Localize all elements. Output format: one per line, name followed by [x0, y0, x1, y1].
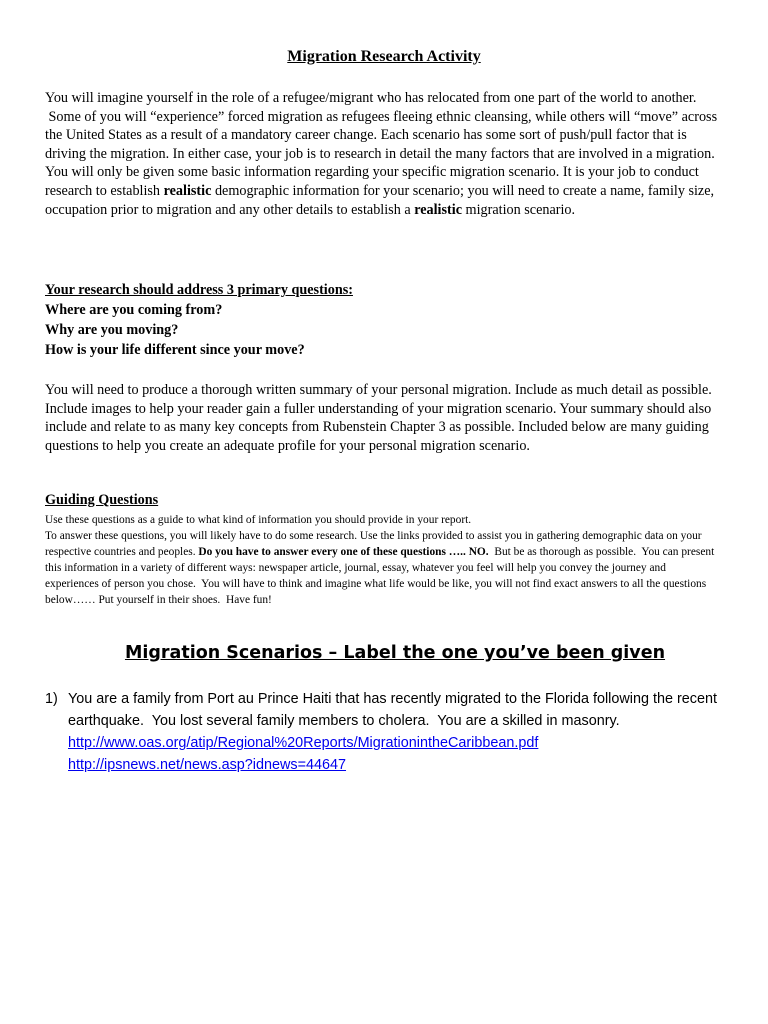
guiding-text-part: But be as thorough as possible. You can present this information in a variety of different ways: newspaper article, journal, essay, whatever you feel will help you convey the journey and experiences of person you chose. You will have to think and imagine what life would be like, you will not find exact answers to all the questions below…… Put yourself in their shoes. Have fun!	[45, 546, 718, 606]
intro-section	[45, 89, 725, 219]
emphasis-realistic: realistic	[163, 182, 212, 199]
guiding-emphasis: Do you have to answer every one of these questions ….. NO.	[198, 546, 489, 558]
scenario-number: 1)	[45, 691, 58, 707]
scenario-link[interactable]: http://ipsnews.net/news.asp?idnews=44647	[68, 757, 347, 773]
emphasis-realistic: realistic	[414, 201, 462, 218]
guiding-questions-heading: Guiding Questions	[45, 492, 159, 508]
scenario-item	[45, 688, 725, 776]
scenario-body	[68, 688, 725, 776]
document-title: Migration Research Activity	[287, 48, 481, 65]
intro-text: demographic information for your scenario; you will need to create a name, family size, occupation prior to migration and any other details to establish a	[45, 182, 715, 218]
guiding-text-part: To answer these questions, you will likely have to do some research. Use the links provided to assist you in gathering demographic data on your respective countries and peoples.	[45, 530, 702, 558]
question-item: Where are you coming from?	[45, 302, 223, 318]
intro-text: You will only be given some basic information regarding your specific migration scenario. It is your job to conduct research to establish	[45, 164, 699, 199]
summary-paragraph: You will need to produce a thorough written summary of your personal migration. Include as much detail as possible. Include images to help your reader gain a fuller understanding of your migration scenario. Your summary should also include and relate to as many key concepts from Rubenstein Chapter 3 as possible. Included below are many guiding questions to help you create an adequate profile for your personal migration scenario.	[45, 382, 712, 454]
intro-paragraph-2: Some of you will “experience” forced migration as refugees fleeing ethnic cleansing, while others will “move” across the United States as a result of a mandatory career change. Each scenario has some sort of push/pull factor that is driving the migration. In either case, your job is to research in detail the many factors that are involved in a migration.	[45, 108, 721, 162]
scenarios-heading: Migration Scenarios – Label the one you’ve been given	[124, 643, 666, 663]
questions-heading: Your research should address 3 primary questions:	[45, 282, 353, 298]
scenario-text: You are a family from Port au Prince Haiti that has recently migrated to the Florida following the recent earthquake. You lost several family members to cholera. You are a skilled in masonry.	[68, 691, 721, 729]
primary-questions	[45, 280, 725, 360]
question-item: How is your life different since your move?	[45, 342, 305, 358]
guiding-line: Use these questions as a guide to what kind of information you should provide in your report.	[45, 514, 472, 526]
intro-text: migration scenario.	[462, 201, 576, 218]
intro-paragraph-1: You will imagine yourself in the role of a refugee/migrant who has relocated from one part of the world to another.	[45, 90, 697, 106]
question-item: Why are you moving?	[45, 322, 179, 338]
guiding-paragraph	[45, 528, 720, 608]
intro-paragraph-3	[45, 163, 725, 219]
scenario-link[interactable]: http://www.oas.org/atip/Regional%20Reports/MigrationintheCaribbean.pdf	[68, 735, 539, 751]
guiding-questions-text	[45, 512, 720, 608]
